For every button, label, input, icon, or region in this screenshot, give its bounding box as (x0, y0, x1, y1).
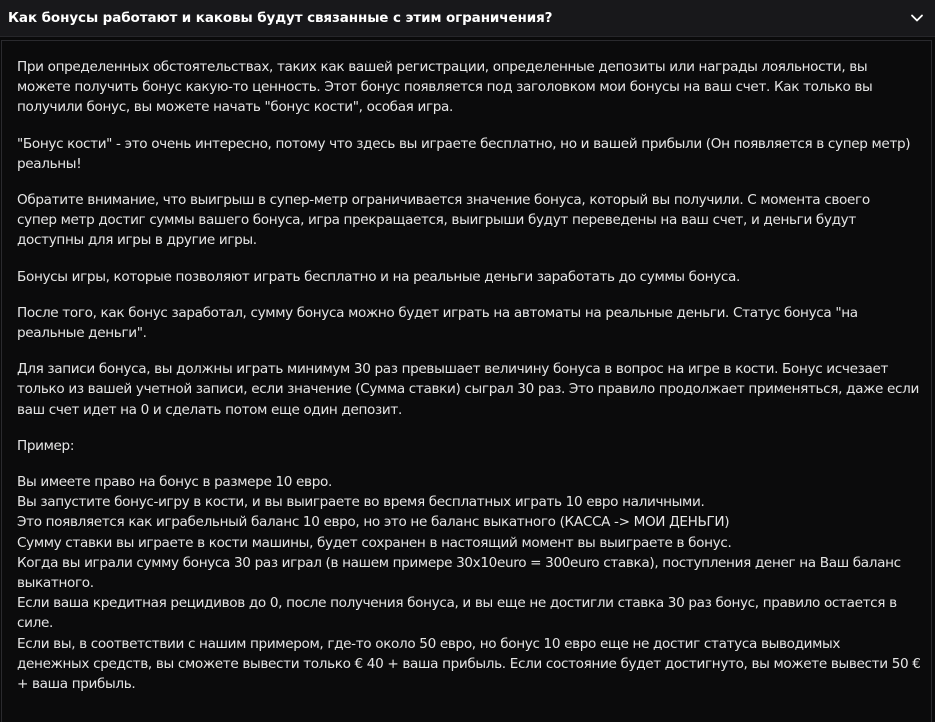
text-line: После того, как бонус заработал, сумму бонуса можно будет играть на автоматы на реальные деньги. Статус бонуса "на (17, 304, 858, 321)
text-line: Если вы, в соответствии с нашим примером, где-то около 50 евро, но бонус 10 евро еще не достиг статуса выводимых (17, 635, 841, 652)
text-line: силе. (17, 615, 53, 632)
faq-question-title: Как бонусы работают и каковы будут связанные с этим ограничения? (8, 10, 553, 26)
answer-paragraph-2 (17, 134, 917, 174)
text-line: только из вашей учетной записи, если значение (Сумма ставки) сыграл 30 раз. Это правило продолжает применяться, даже если (17, 381, 919, 398)
answer-paragraph-4 (17, 267, 917, 287)
text-line: денежных средств, вы сможете вывести только € 40 + ваша прибыль. Если состояние будет достигнуто, вы можете вывести 50 € (17, 655, 921, 672)
answer-paragraph-3 (17, 190, 917, 251)
text-line: реальны! (17, 155, 82, 172)
answer-paragraph-1 (17, 57, 917, 118)
answer-paragraph-5 (17, 303, 917, 343)
text-line: При определенных обстоятельствах, таких как вашей регистрации, определенные депозиты или награды лояльности, вы (17, 59, 868, 75)
example-list (17, 472, 921, 694)
faq-question-header[interactable] (0, 0, 935, 37)
text-line: Если ваша кредитная рецидивов до 0, после получения бонуса, и вы еще не достигли ставка 30 раз бонус, правило остается в (17, 595, 897, 612)
text-line: Сумму ставки вы играете в кости машины, будет сохранен в настоящий момент вы выиграете в бонус. (17, 534, 732, 551)
answer-paragraph-6 (17, 359, 917, 420)
text-line: Это появляется как играбельный баланс 10 евро, но это не баланс выкатного (КАССА -> МОИ ДЕНЬГИ) (17, 514, 730, 531)
text-line: супер метр достиг суммы вашего бонуса, игра прекращается, выигрыши будут переведены на ваш счет, и деньги будут (17, 212, 856, 229)
text-line: ваш счет идет на 0 и сделать потом еще один депозит. (17, 401, 402, 418)
text-line: Вы имеете право на бонус в размере 10 евро. (17, 474, 332, 491)
text-line: Пример: (17, 437, 75, 454)
text-line: Обратите внимание, что выигрыш в супер-метр ограничивается значение бонуса, который вы получили. С момента своего (17, 192, 870, 209)
text-line: реальные деньги". (17, 325, 147, 342)
chevron-down-icon[interactable] (909, 10, 925, 26)
text-line: "Бонус кости" - это очень интересно, потому что здесь вы играете бесплатно, но и вашей прибыли (Он появляется в супер метр) (17, 135, 911, 152)
text-line: Вы запустите бонус-игру в кости, и вы выиграете во время бесплатных играть 10 евро наличными. (17, 494, 705, 511)
text-line: выкатного. (17, 575, 94, 592)
example-heading (17, 436, 917, 456)
text-line: доступны для игры в другие игры. (17, 232, 257, 249)
text-line: + ваша прибыль. (17, 676, 136, 693)
text-line: Бонусы игры, которые позволяют играть бесплатно и на реальные деньги заработать до суммы бонуса. (17, 268, 740, 285)
faq-answer-body (1, 40, 932, 722)
text-line: можете получить бонус какую-то ценность. Этот бонус появляется под заголовком мои бонусы на ваш счет. Как только вы (17, 79, 873, 96)
text-line: Для записи бонуса, вы должны играть минимум 30 раз превышает величину бонуса в вопрос на игре в кости. Бонус исчезает (17, 361, 889, 378)
text-line: получили бонус, вы можете начать "бонус кости", особая игра. (17, 99, 453, 116)
text-line: Когда вы играли сумму бонуса 30 раз играл (в нашем примере 30x10euro = 300euro ставка), поступления денег на Ваш баланс (17, 554, 901, 571)
